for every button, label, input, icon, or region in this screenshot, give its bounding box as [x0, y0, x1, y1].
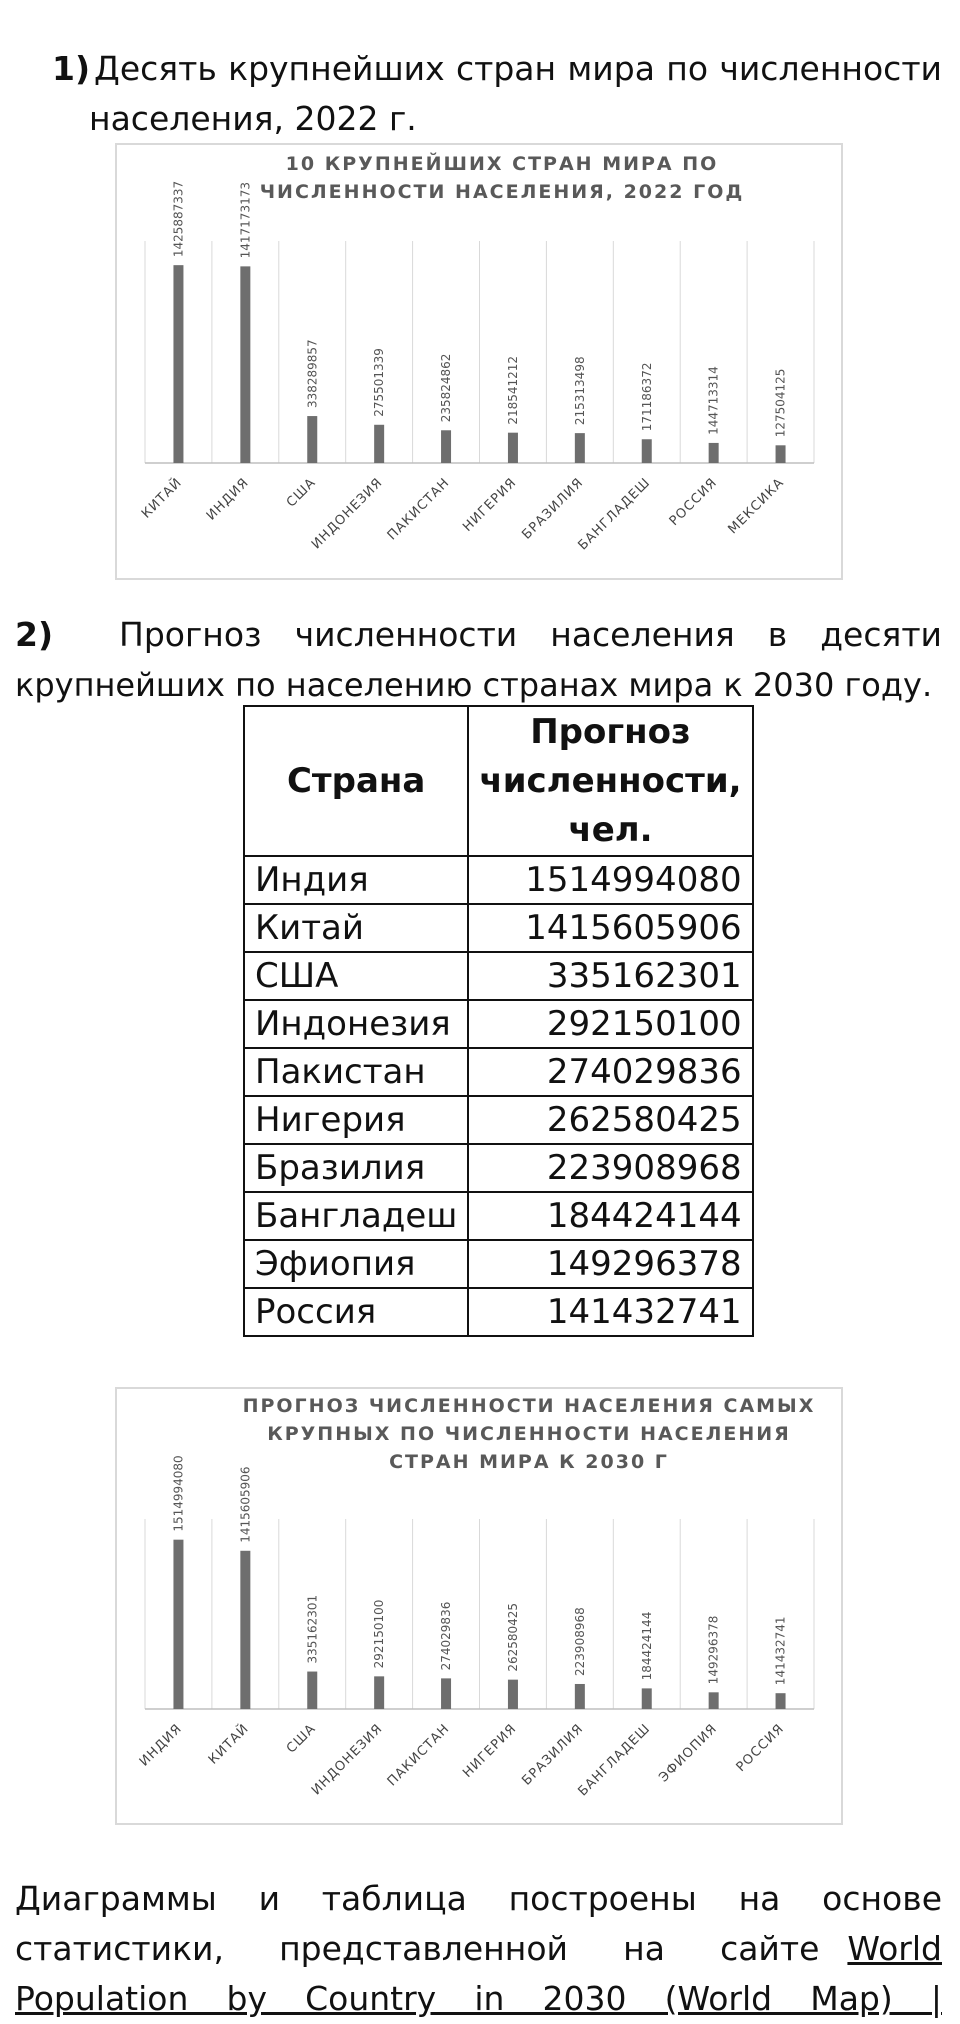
data-label: 215313498 [572, 356, 587, 426]
table-row [244, 1240, 753, 1288]
table-cell-country: Нигерия [244, 1096, 468, 1144]
bar-сша [307, 416, 317, 463]
section1-line1: Десять крупнейших стран мира по численности [94, 49, 942, 88]
bar-бразилия [575, 433, 585, 463]
table-row [244, 1048, 753, 1096]
table-cell-country: США [244, 952, 468, 1000]
section2-heading [15, 610, 942, 710]
table-cell-value: 262580425 [468, 1096, 752, 1144]
bar-россия [709, 443, 719, 463]
bar-китай [173, 265, 183, 463]
table-row [244, 904, 753, 952]
data-label: 292150100 [372, 1599, 387, 1669]
section1-line2: населения, 2022 г. [89, 99, 417, 138]
bar-китай [240, 1551, 250, 1709]
table-cell-country: Бангладеш [244, 1192, 468, 1240]
category-label: НИГЕРИЯ [460, 1721, 520, 1781]
table-cell-country: Эфиопия [244, 1240, 468, 1288]
header-forecast-line2: численности, [479, 760, 742, 801]
table-row [244, 1288, 753, 1336]
chart-title-line: ЧИСЛЕННОСТИ НАСЕЛЕНИЯ, 2022 ГОД [259, 181, 745, 203]
category-label: ЭФИОПИЯ [656, 1721, 721, 1786]
category-label: БРАЗИЛИЯ [519, 1721, 587, 1789]
data-label: 1417173173 [238, 182, 253, 259]
footer-text [15, 1874, 942, 2024]
table-cell-value: 335162301 [468, 952, 752, 1000]
table-cell-value: 223908968 [468, 1144, 752, 1192]
bar-эфиопия [709, 1692, 719, 1709]
header-country-label: Страна [286, 761, 426, 801]
category-label: БАНГЛАДЕШ [575, 1721, 654, 1800]
header-forecast-line3: чел. [568, 809, 653, 850]
chart-title-line: ПРОГНОЗ ЧИСЛЕННОСТИ НАСЕЛЕНИЯ САМЫХ [242, 1395, 816, 1417]
data-label: 218541212 [505, 355, 520, 425]
bar-сша [307, 1672, 317, 1709]
section1-heading [52, 44, 942, 144]
table-body [244, 856, 753, 1336]
data-label: 171186372 [639, 362, 654, 432]
category-label: ИНДОНЕЗИЯ [308, 1721, 386, 1799]
bar-бангладеш [642, 439, 652, 463]
footer-line2-text: статистики, представленной на сайте [15, 1929, 820, 1968]
table-header-row [244, 706, 753, 856]
data-label: 335162301 [305, 1594, 320, 1664]
header-forecast-line1: Прогноз [530, 711, 691, 752]
data-label: 223908968 [572, 1607, 587, 1676]
chart-2030-svg [117, 1389, 843, 1825]
category-label: КИТАЙ [138, 475, 186, 522]
table-row [244, 952, 753, 1000]
category-label: ПАКИСТАН [384, 1721, 453, 1790]
data-label: 141432741 [773, 1616, 788, 1686]
data-label: 235824862 [439, 353, 454, 423]
table-cell-country: Россия [244, 1288, 468, 1336]
table-cell-country: Индия [244, 856, 468, 904]
chart-title-line: КРУПНЫХ ПО ЧИСЛЕННОСТИ НАСЕЛЕНИЯ [267, 1423, 791, 1445]
category-label: НИГЕРИЯ [460, 475, 520, 535]
chart-title-line: 10 КРУПНЕЙШИХ СТРАН МИРА ПО [285, 153, 719, 175]
chart-2030 [115, 1387, 843, 1825]
table-row [244, 1192, 753, 1240]
category-label: США [283, 475, 320, 511]
bar-индонезия [374, 425, 384, 463]
bar-бангладеш [642, 1688, 652, 1709]
category-label: ИНДИЯ [136, 1721, 186, 1770]
data-label: 262580425 [505, 1602, 520, 1672]
table-cell-country: Индонезия [244, 1000, 468, 1048]
bar-бразилия [575, 1684, 585, 1709]
data-label: 274029836 [439, 1601, 454, 1671]
bar-россия [776, 1693, 786, 1709]
chart-2022 [115, 143, 843, 580]
category-label: ПАКИСТАН [384, 475, 453, 544]
footer-link-world[interactable]: World [847, 1929, 942, 1968]
data-label: 149296378 [706, 1615, 721, 1685]
category-label: ИНДОНЕЗИЯ [308, 475, 386, 553]
section2-line1: Прогноз численности населения в десяти [119, 615, 942, 654]
table-cell-value: 1514994080 [468, 856, 752, 904]
chart-2022-svg [117, 145, 843, 580]
bar-нигерия [508, 1680, 518, 1709]
category-label: МЕКСИКА [725, 475, 788, 538]
table-cell-value: 292150100 [468, 1000, 752, 1048]
bar-нигерия [508, 433, 518, 463]
forecast-table [243, 705, 754, 1337]
category-label: РОССИЯ [666, 475, 721, 529]
table-cell-country: Пакистан [244, 1048, 468, 1096]
bar-пакистан [441, 1678, 451, 1709]
data-label: 184424144 [639, 1611, 654, 1681]
table-row [244, 1096, 753, 1144]
bar-индия [173, 1540, 183, 1709]
category-label: БРАЗИЛИЯ [519, 475, 587, 543]
bar-пакистан [441, 430, 451, 463]
data-label: 1514994080 [171, 1455, 186, 1532]
data-label: 1415605906 [238, 1466, 253, 1543]
category-label: РОССИЯ [733, 1721, 788, 1775]
table-cell-value: 141432741 [468, 1288, 752, 1336]
header-country [244, 706, 468, 856]
table-cell-value: 1415605906 [468, 904, 752, 952]
category-label: ИНДИЯ [203, 475, 253, 524]
bar-индия [240, 266, 250, 463]
table-row [244, 1144, 753, 1192]
category-label: КИТАЙ [205, 1721, 253, 1768]
table-cell-value: 149296378 [468, 1240, 752, 1288]
footer-line1: Диаграммы и таблица построены на основе [15, 1879, 942, 1918]
table-cell-country: Китай [244, 904, 468, 952]
bar-индонезия [374, 1676, 384, 1709]
header-forecast [468, 706, 752, 856]
category-label: США [283, 1721, 320, 1757]
data-label: 144713314 [706, 366, 721, 435]
data-label: 338289857 [305, 339, 320, 409]
section1-number: 1) [52, 49, 91, 88]
table-cell-value: 274029836 [468, 1048, 752, 1096]
table-row [244, 856, 753, 904]
chart-title-line: СТРАН МИРА К 2030 Г [389, 1451, 669, 1473]
section2-line2: крупнейших по населению странах мира к 2030 году. [15, 666, 933, 704]
data-label: 275501339 [372, 348, 387, 417]
category-label: БАНГЛАДЕШ [575, 475, 654, 554]
data-label: 1425887337 [171, 180, 186, 258]
data-label: 127504125 [773, 368, 788, 438]
table-cell-country: Бразилия [244, 1144, 468, 1192]
bar-мексика [776, 445, 786, 463]
footer-link-population[interactable]: Population by Country in 2030 (World Map) | [15, 1979, 942, 2018]
section2-number: 2) [15, 615, 54, 654]
table-row [244, 1000, 753, 1048]
table-cell-value: 184424144 [468, 1192, 752, 1240]
